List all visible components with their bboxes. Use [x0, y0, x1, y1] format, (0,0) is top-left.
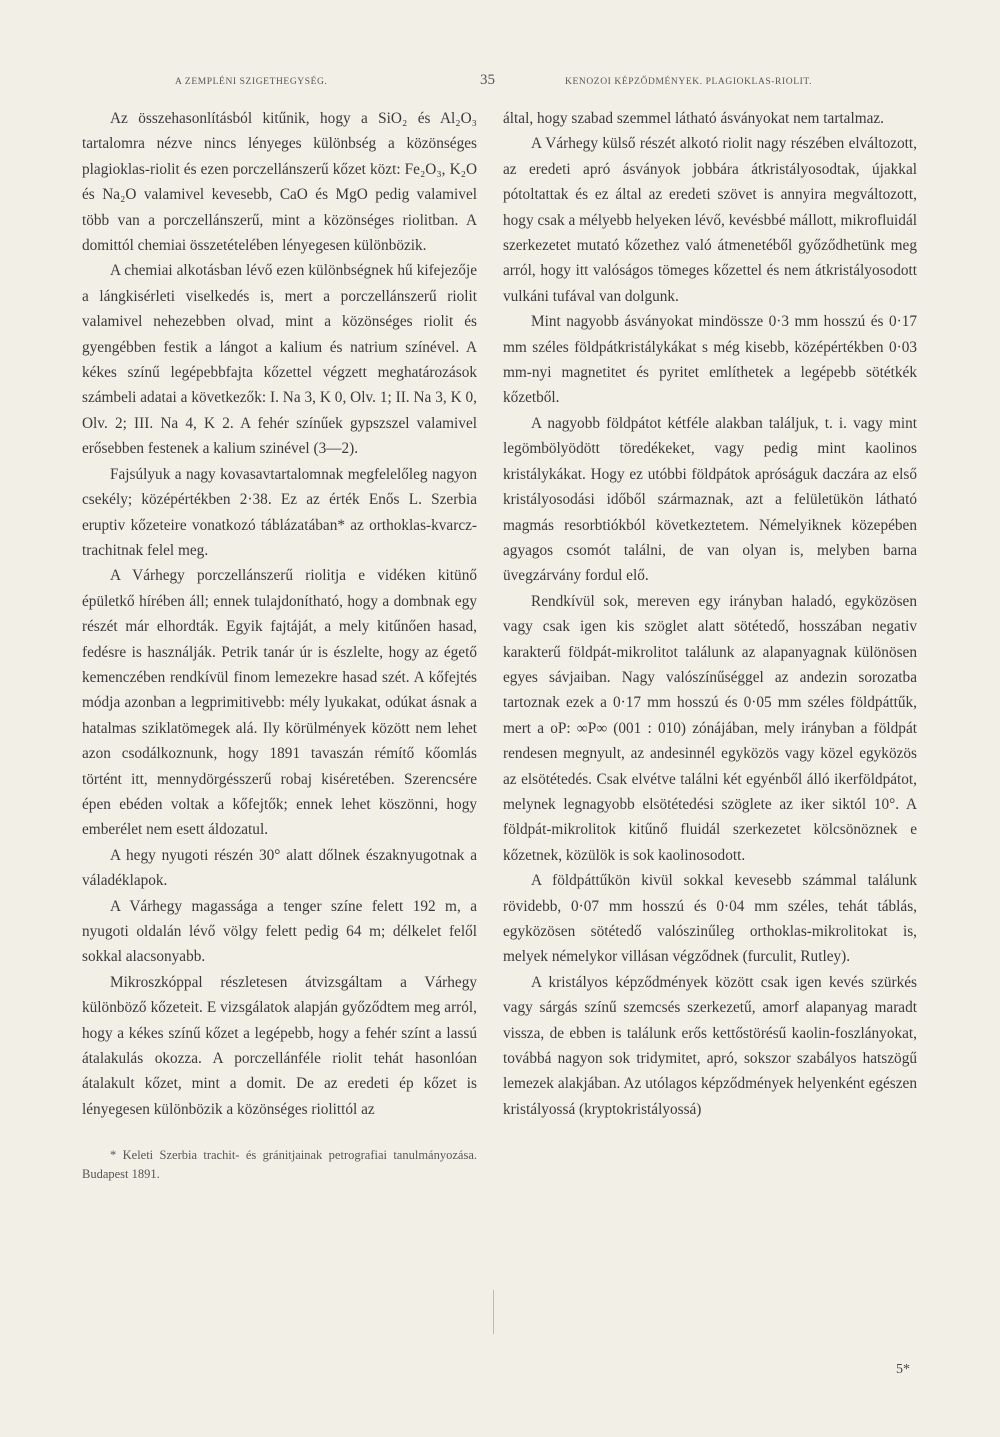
paragraph: A Várhegy magassága a tenger színe felett 192 m, a nyugoti oldalán lévő völgy felett pedig 64 m; délkelet felől sokkal alacsonyabb. — [82, 897, 477, 966]
paragraph: A Várhegy külső részét alkotó riolit nagy részében elváltozott, az eredeti apró ásványok jobbára átkristályosodtak, újakkal pótoltattak és ez által az eredeti szövet is annyira megváltozott, hogy csak a mélyebb helyeken lévő, kevésbbé mállott, mikrofluidál szerkezetet mutató kőzethez való átmenetéből győződhetünk meg arról, hogy itt valóságos tömeges kőzettel és nem átkristályosodott vulkáni tufával van dolgunk. — [503, 135, 917, 305]
signature-mark: 5* — [896, 1362, 910, 1377]
page-number: 35 — [480, 72, 495, 88]
header-right: KENOZOI KÉPZŐDMÉNYEK. PLAGIOKLAS-RIOLIT. — [565, 77, 813, 87]
left-column — [82, 106, 477, 1122]
paragraph: Mikroszkóppal részletesen átvizsgáltam a Várhegy különböző kőzeteit. E vizsgálatok alapján győződtem meg arról, hogy a kékes színű kőzet a legépebb, hogy a fehér színt a lassú átalakulás okozza. A porczellánféle riolit tehát hasonlóan átalakult kőzet, mint a domit. De az eredeti ép kőzet is lényegesen különbözik a közönséges riolittól az — [82, 973, 477, 1118]
paragraph: A hegy nyugoti részén 30° alatt dőlnek északnyugotnak a váladéklapok. — [82, 846, 477, 890]
running-header — [80, 72, 920, 94]
footnote — [82, 1146, 477, 1184]
right-column — [503, 106, 917, 1122]
paragraph: A chemiai alkotásban lévő ezen különbségnek hű kifejezője a lángkisérleti viselkedés is, mert a porczellánszerű riolit valamivel nehezebben olvad, mint a közönséges riolit és gyengébben festik a lángot a kalium és natrium színével. A kékes színű legépebbfajta kőzettel végzett meghatározások számbeli adatai a következők: I. Na 3, K 0, Olv. 1; II. Na 3, K 0, Olv. 2; III. Na 4, K 2. A fehér színűek gypszszel valamivel erősebben festenek a kalium szinével (3—2). — [82, 262, 477, 458]
paragraph: A földpáttűkön kivül sokkal kevesebb számmal találunk rövidebb, 0·07 mm hosszú és 0·04 mm széles, tehát táblás, egyközösen sötétedő valószinűleg orthoklas-mikrolitokat is, melyek némelykor villásan végződnek (furculit, Rutley). — [503, 872, 917, 966]
footnote-text: * Keleti Szerbia trachit- és gránitjainak petrografiai tanulmányozása. Budapest 1891. — [82, 1148, 477, 1181]
paragraph: A Várhegy porczellánszerű riolitja e vidéken kitünő épületkő hírében áll; ennek tulajdonítható, hogy a dombnak egy részét már elhordták. Egyik fajtáját, a mely kitűnően hasad, fedésre is használják. Petrik tanár úr is észlelte, hogy az égető kemenczében rendkívül finom lemezekre hasad szét. A kőfejtés módja azonban a legprimitivebb: mély lyukakat, odúkat ásnak a hatalmas sziklatömegek alá. Ily körülmények között nem lehet azon csodálkoznunk, hogy 1891 tavaszán rémítő kőomlás történt itt, mennydörgésszerű robaj kiséretében. Szerencsére épen ebéden voltak a kőfejtők; ennek lehet köszönni, hogy emberélet nem esett áldozatul. — [82, 567, 477, 839]
paragraph: Rendkívül sok, mereven egy irányban haladó, egyközösen vagy csak igen kis szöglet alatt sötétedő, hosszában negativ karakterű földpát-mikrolitot találunk az alapanyagnak különösen egyes sávjaiban. Nagy valószínűséggel az andezin sorozatba tartoznak ezek a 0·17 mm hosszú és 0·05 mm széles földpáttűk, mert a oP: ∞P∞ (001 : 010) zónájában, mely irányban a földpát rendesen megnyult, az andesinnél egyközös vagy közel egyközös az elsötétedés. Csak elvétve találni két egyénből álló ikerföldpátot, melynek legnagyobb elsötétedési szöglete az iker siktól 10°. A földpát-mikrolitok kitűnő fluidál szerkezetet kölcsönöznek e kőzetnek, közülök is sok kaolinosodott. — [503, 592, 917, 864]
paragraph: által, hogy szabad szemmel látható ásványokat nem tartalmaz. — [503, 110, 885, 127]
paragraph: Fajsúlyuk a nagy kovasavtartalomnak megfelelőleg nagyon csekély; középértékben 2·38. Ez az érték Enős L. Szerbia eruptiv kőzeteire vonatkozó táblázatában* az orthoklas-kvarcz-trachitnak felel meg. — [82, 465, 477, 559]
column-divider — [493, 1290, 494, 1334]
paragraph: Mint nagyobb ásványokat mindössze 0·3 mm hosszú és 0·17 mm széles földpátkristálykákat s még kisebb, középértékben 0·03 mm-nyi magnetitet és pyritet említhetek a legépebb sötétkék kőzetből. — [503, 313, 917, 407]
paragraph: A nagyobb földpátot kétféle alakban találjuk, t. i. vagy mint legömbölyödött töredékeket, vagy pedig mint kaolinos kristálykákat. Hogy ez utóbbi földpátok apróságuk daczára az első kristályosodási időből származnak, azt a felületükön látható magmás resorbtiókból következtetem. Némelyiknek közepében agyagos csomót találni, de van olyan is, melyben barna üvegzárvány fordul elő. — [503, 414, 917, 585]
header-left: A ZEMPLÉNI SZIGETHEGYSÉG. — [175, 77, 328, 87]
paragraph: Az összehasonlításból kitűnik, hogy a SiO₂ és Al₂O₃ tartalomra nézve nincs lényeges különbség a közönséges plagioklas-riolit és ezen porczellánszerű kőzet közt: Fe₂O₃, K₂O és Na₂O valamivel kevesebb, CaO és MgO pedig valamivel több van a porczellánszerű, mint a közönséges riolitban. A domittól chemiai összetételében lényegesen különbözik. — [82, 110, 477, 255]
paragraph: A kristályos képződmények között csak igen kevés szürkés vagy sárgás színű szemcsés szerkezetű, amorf alapanyag maradt vissza, de ebben is találunk erős kettőstörésű kaolin-foszlányokat, továbbá nagyon sok tridymitet, apró, sokszor szabályos hatszögű lemezek alakjában. Az utólagos képződmények helyenként egészen kristályossá (kryptokristályossá) — [503, 973, 917, 1118]
